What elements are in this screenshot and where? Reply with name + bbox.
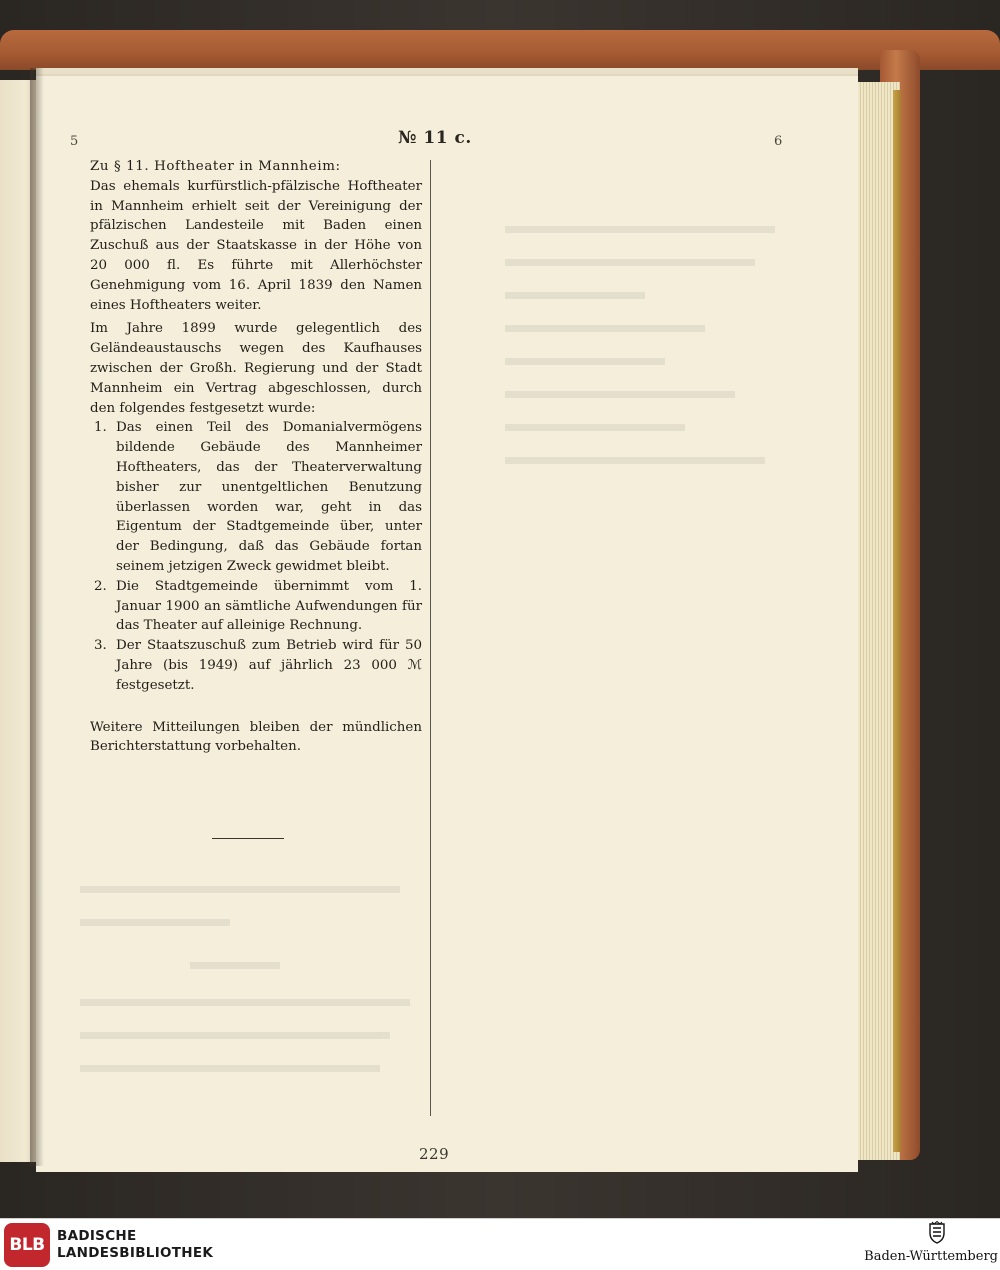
list-item: 2. Die Stadtgemeinde übernimmt vom 1. Januar 1900 an sämtliche Aufwendungen für das Theater auf alleinige Rechnung. xyxy=(94,578,422,634)
blb-logo[interactable]: BLB xyxy=(4,1223,50,1267)
state-crest-icon xyxy=(927,1221,947,1245)
gutter-shadow xyxy=(30,68,44,1166)
book-cover-top xyxy=(0,30,1000,70)
list-item: 1. Das einen Teil des Domanialvermögens bildende Gebäude des Mannheimer Hoftheaters, das der Theaterverwaltung bisher zur unentgeltlichen Benutzung überlassen worden war, geht in das Eigentum der Stadtgemeinde über, unter der Bedingung, daß das Gebäude fortan seinem jetzigen Zweck gewidmet bleibt. xyxy=(94,420,422,574)
section-heading: Zu § 11. Hoftheater in Mannheim: xyxy=(90,159,341,174)
list-item: 3. Der Staatszuschuß zum Betrieb wird für 50 Jahre (bis 1949) auf jährlich 23 000 ℳ festgesetzt. xyxy=(94,638,422,693)
footer-page-number: 229 xyxy=(419,1145,450,1163)
state-name: Baden-Württemberg xyxy=(864,1249,998,1264)
viewer-footer xyxy=(0,1218,1000,1270)
library-name-line1: BADISCHE xyxy=(57,1228,137,1244)
contract-terms-list xyxy=(90,418,422,695)
page-number-left: 5 xyxy=(70,134,79,149)
document-number: № 11 c. xyxy=(398,128,472,148)
paragraph-contract: Im Jahre 1899 wurde gelegentlich des Geländeaustauschs wegen des Kaufhauses zwischen der Großh. Regierung und der Stadt Mannheim ein Vertrag abgeschlossen, durch den folgendes festgesetzt wurde: xyxy=(90,321,422,416)
end-rule xyxy=(212,838,284,839)
bleed-through-left xyxy=(80,860,420,1072)
paragraph-closing: Weitere Mitteilungen bleiben der mündlichen Berichterstattung vorbehalten. xyxy=(90,719,422,755)
page-number-right: 6 xyxy=(774,134,783,149)
column-divider xyxy=(430,160,431,1116)
bleed-through-right xyxy=(505,200,785,464)
paragraph-history: Das ehemals kurfürstlich-pfälzische Hoftheater in Mannheim erhielt seit der Vereinigung der pfälzischen Landesteile mit Baden einen Zuschuß aus der Staatskasse in der Höhe von 20 000 fl. Es führte mit Allerhöchster Genehmigung vom 16. April 1839 den Namen eines Hoftheaters weiter. xyxy=(90,178,422,313)
library-name-line2: LANDESBIBLIOTHEK xyxy=(57,1245,214,1261)
library-name[interactable] xyxy=(57,1228,213,1262)
gilt-edge xyxy=(893,90,901,1152)
text-column xyxy=(90,157,422,757)
